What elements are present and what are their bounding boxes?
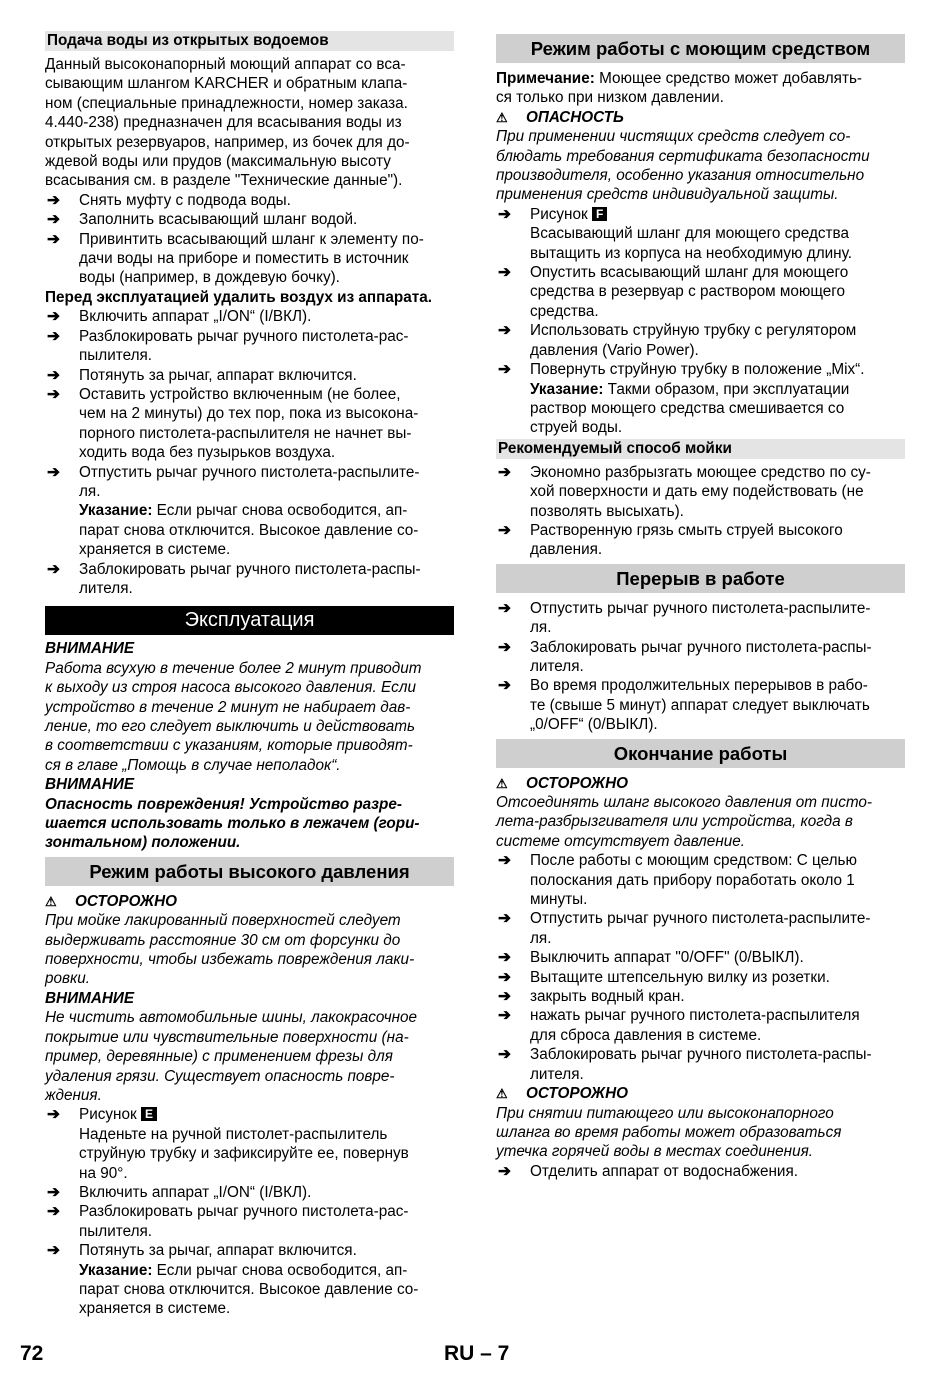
arrow-right-icon: ➔ <box>47 327 60 345</box>
arrow-right-icon: ➔ <box>498 205 511 223</box>
arrow-right-icon: ➔ <box>498 968 511 986</box>
arrow-right-icon: ➔ <box>498 463 511 481</box>
step-item: ➔ Заблокировать рычаг ручного пистолета-распы- лителя. <box>47 560 421 597</box>
step-item: ➔ Использовать струйную трубку с регулятором давления (Vario Power). <box>498 322 857 359</box>
figure-step: ➔ Рисунок F Всасывающий шланг для моющего средства вытащить из корпуса на необходимую длину. <box>498 205 852 262</box>
warning-text: Работа всухую в течение более 2 минут приводит к выходу из строя насоса высокого давления. Если устройство в течение 2 минут не набирает дав- ление, то его следует выключить и действовать в соответствии с указаниям, которые приводят- ся в главе „Помощь в случае неполадок“. <box>45 659 422 774</box>
arrow-right-icon: ➔ <box>47 560 60 578</box>
paragraph: Данный высоконапорный моющий аппарат со вса- сывающим шлангом KARCHER и обратным клапа- ном (специальные принадлежности, номер заказа. 4.440-238) предназначен для всасывания воды из открытых резервуаров, например, из бочек для до- ждевой воды или прудов (максимальную высоту всасывания см. в разделе "Технические данные"). <box>45 56 410 190</box>
step-item: ➔ Разблокировать рычаг ручного пистолета-рас- пылителя. <box>47 327 409 365</box>
arrow-right-icon: ➔ <box>47 463 60 481</box>
step-item: ➔ Заполнить всасывающий шланг водой. <box>47 211 358 229</box>
step-item: ➔ Включить аппарат „I/ON“ (I/ВКЛ). <box>47 1183 312 1201</box>
arrow-right-icon: ➔ <box>47 1183 60 1201</box>
arrow-right-icon: ➔ <box>498 949 511 967</box>
arrow-right-icon: ➔ <box>498 852 511 870</box>
step-item: ➔ Привинтить всасывающий шланг к элементу по- дачи воды на приборе и поместить в источник воды (например, в дождевую бочку). <box>47 230 424 287</box>
warning-triangle-icon: ⚠ <box>496 109 508 125</box>
section-heading: Окончание работы <box>496 739 905 768</box>
warning-triangle-icon: ⚠ <box>496 775 508 791</box>
arrow-right-icon: ➔ <box>47 308 60 326</box>
figure-ref-badge: E <box>141 1107 157 1121</box>
warning-label: ВНИМАНИЕ <box>45 640 135 658</box>
warning-label: ВНИМАНИЕ <box>45 989 135 1007</box>
note-label: Указание: <box>79 1261 153 1279</box>
warning-heading: ⚠ ОСТОРОЖНО <box>45 892 178 910</box>
arrow-right-icon: ➔ <box>498 988 511 1006</box>
note-label: Указание: <box>530 380 604 398</box>
step-item: ➔ Снять муфту с подвода воды. <box>47 191 291 209</box>
warning-text: При снятии питающего или высоконапорного шланга во время работы может образоваться утечка горячей воды в местах соединения. <box>496 1104 842 1161</box>
step-item: ➔ Заблокировать рычаг ручного пистолета-распы- лителя. <box>498 638 872 675</box>
warning-label: Опасность повреждения! Устройство разре- шается использовать только в лежачем (гори- зонтальном) положении. <box>45 795 420 852</box>
arrow-right-icon: ➔ <box>498 322 511 340</box>
arrow-right-icon: ➔ <box>47 1203 60 1221</box>
figure-ref-badge: F <box>592 207 607 221</box>
arrow-right-icon: ➔ <box>498 1007 511 1025</box>
step-item: ➔ закрыть водный кран. <box>498 988 685 1006</box>
arrow-right-icon: ➔ <box>47 211 60 229</box>
step-item: ➔ После работы с моющим средством: С целью полоскания дать прибору поработать около 1 минуты. <box>498 852 857 909</box>
arrow-right-icon: ➔ <box>498 677 511 695</box>
arrow-right-icon: ➔ <box>498 1162 511 1180</box>
arrow-right-icon: ➔ <box>498 521 511 539</box>
arrow-right-icon: ➔ <box>498 910 511 928</box>
section-page-label: RU – 7 <box>444 1342 510 1365</box>
warning-triangle-icon: ⚠ <box>45 893 57 909</box>
note-label: Примечание: <box>496 70 595 87</box>
left-column <box>45 30 454 1319</box>
step-item: ➔ Включить аппарат „I/ON“ (I/ВКЛ). <box>47 308 312 326</box>
step-item: ➔ Разблокировать рычаг ручного пистолета-рас- пылителя. <box>47 1203 409 1240</box>
arrow-right-icon: ➔ <box>47 1106 60 1124</box>
note-item: Указание: Такми образом, при эксплуатации раствор моющего средства смешивается со струей воды. <box>530 380 850 437</box>
step-item: ➔ Во время продолжительных перерывов в рабо- те (свыше 5 минут) аппарат следует выключать „0/OFF“ (0/ВЫКЛ). <box>498 677 870 734</box>
warning-text: При мойке лакированный поверхностей следует выдерживать расстояние 30 см от форсунки до поверхности, чтобы избежать повреждения лаки- ровки. <box>45 912 415 988</box>
arrow-right-icon: ➔ <box>498 361 511 379</box>
warning-triangle-icon: ⚠ <box>496 1086 508 1102</box>
arrow-right-icon: ➔ <box>47 385 60 403</box>
section-heading: Режим работы с моющим средством <box>496 34 905 63</box>
warning-heading: ⚠ ОСТОРОЖНО <box>496 774 629 792</box>
section-heading: Перерыв в работе <box>496 564 905 593</box>
note-label: Указание: <box>79 502 153 520</box>
step-item: ➔ Потянуть за рычаг, аппарат включится. <box>47 366 357 384</box>
step-item: ➔ Опустить всасывающий шланг для моющего средства в резервуар с раствором моющего средства. <box>498 264 849 320</box>
step-item: ➔ Экономно разбрызгать моющее средство по су- хой поверхности и дать ему подействовать (не позволять высыхать). <box>498 463 871 520</box>
arrow-right-icon: ➔ <box>498 599 511 617</box>
note-item: Указание: Если рычаг снова освободится, ап- парат снова отключится. Высокое давление со- храняется в системе. <box>79 1261 419 1318</box>
arrow-right-icon: ➔ <box>498 638 511 656</box>
bold-paragraph: Перед эксплуатацией удалить воздух из аппарата. <box>45 288 433 306</box>
step-item: ➔ Растворенную грязь смыть струей высокого давления. <box>498 521 843 559</box>
step-item: ➔ нажать рычаг ручного пистолета-распылителя для сброса давления в системе. <box>498 1007 860 1044</box>
subsection-heading: Подача воды из открытых водоемов <box>45 31 454 51</box>
warning-text: Не чистить автомобильные шины, лакокрасочное покрытие или чувствительные поверхности (на- пример, деревянные) с применением фрезы для удаления грязи. Существует опасность повре- ждения. <box>45 1009 418 1104</box>
step-item: ➔ Отделить аппарат от водоснабжения. <box>498 1162 798 1180</box>
arrow-right-icon: ➔ <box>47 230 60 248</box>
figure-step: ➔ Рисунок E Наденьте на ручной пистолет-распылитель струйную трубку и зафиксируйте ее, повернув на 90°. <box>47 1106 409 1182</box>
right-column <box>496 30 905 1181</box>
note-paragraph: Примечание: Моющее средство может добавлять- ся только при низком давлении. <box>496 70 863 107</box>
warning-heading: ⚠ ОСТОРОЖНО <box>496 1085 629 1103</box>
note-item: Указание: Если рычаг снова освободится, ап- парат снова отключится. Высокое давление со- храняется в системе. <box>79 502 419 559</box>
warning-text: При применении чистящих средств следует со- блюдать требования сертификата безопасности производителя, особенно указания относительно применения средств индивидуальной защиты. <box>496 128 870 204</box>
section-heading: Режим работы высокого давления <box>45 857 454 886</box>
step-item: ➔ Вытащите штепсельную вилку из розетки. <box>498 968 830 986</box>
warning-text: Отсоединять шланг высокого давления от писто- лета-разбрызгивателя или устройства, когда в системе отсутствует давление. <box>496 794 873 850</box>
warning-label: ВНИМАНИЕ <box>45 776 135 794</box>
subsection-heading: Рекомендуемый способ мойки <box>496 439 905 459</box>
step-item: ➔ Повернуть струйную трубку в положение „Mix“. <box>498 361 865 379</box>
step-item: ➔ Потянуть за рычаг, аппарат включится. <box>47 1242 357 1260</box>
step-item: ➔ Отпустить рычаг ручного пистолета-распылите- ля. <box>498 599 871 637</box>
arrow-right-icon: ➔ <box>47 366 60 384</box>
page-number: 72 <box>20 1342 44 1365</box>
arrow-right-icon: ➔ <box>498 1046 511 1064</box>
arrow-right-icon: ➔ <box>47 191 60 209</box>
step-item: ➔ Отпустить рычаг ручного пистолета-распылите- ля. <box>47 463 420 500</box>
arrow-right-icon: ➔ <box>498 264 511 282</box>
step-item: ➔ Выключить аппарат "0/OFF" (0/ВЫКЛ). <box>498 949 804 967</box>
warning-heading: ⚠ ОПАСНОСТЬ <box>496 108 624 126</box>
arrow-right-icon: ➔ <box>47 1242 60 1260</box>
chapter-heading: Эксплуатация <box>45 606 454 635</box>
step-item: ➔ Заблокировать рычаг ручного пистолета-распы- лителя. <box>498 1046 872 1083</box>
step-item: ➔ Отпустить рычаг ручного пистолета-распылите- ля. <box>498 910 871 947</box>
step-item: ➔ Оставить устройство включенным (не более, чем на 2 минуты) до тех пор, пока из высокона- порного пистолета-распылителя не начнет вы- ходить вода без пузырьков воздуха. <box>47 385 419 462</box>
